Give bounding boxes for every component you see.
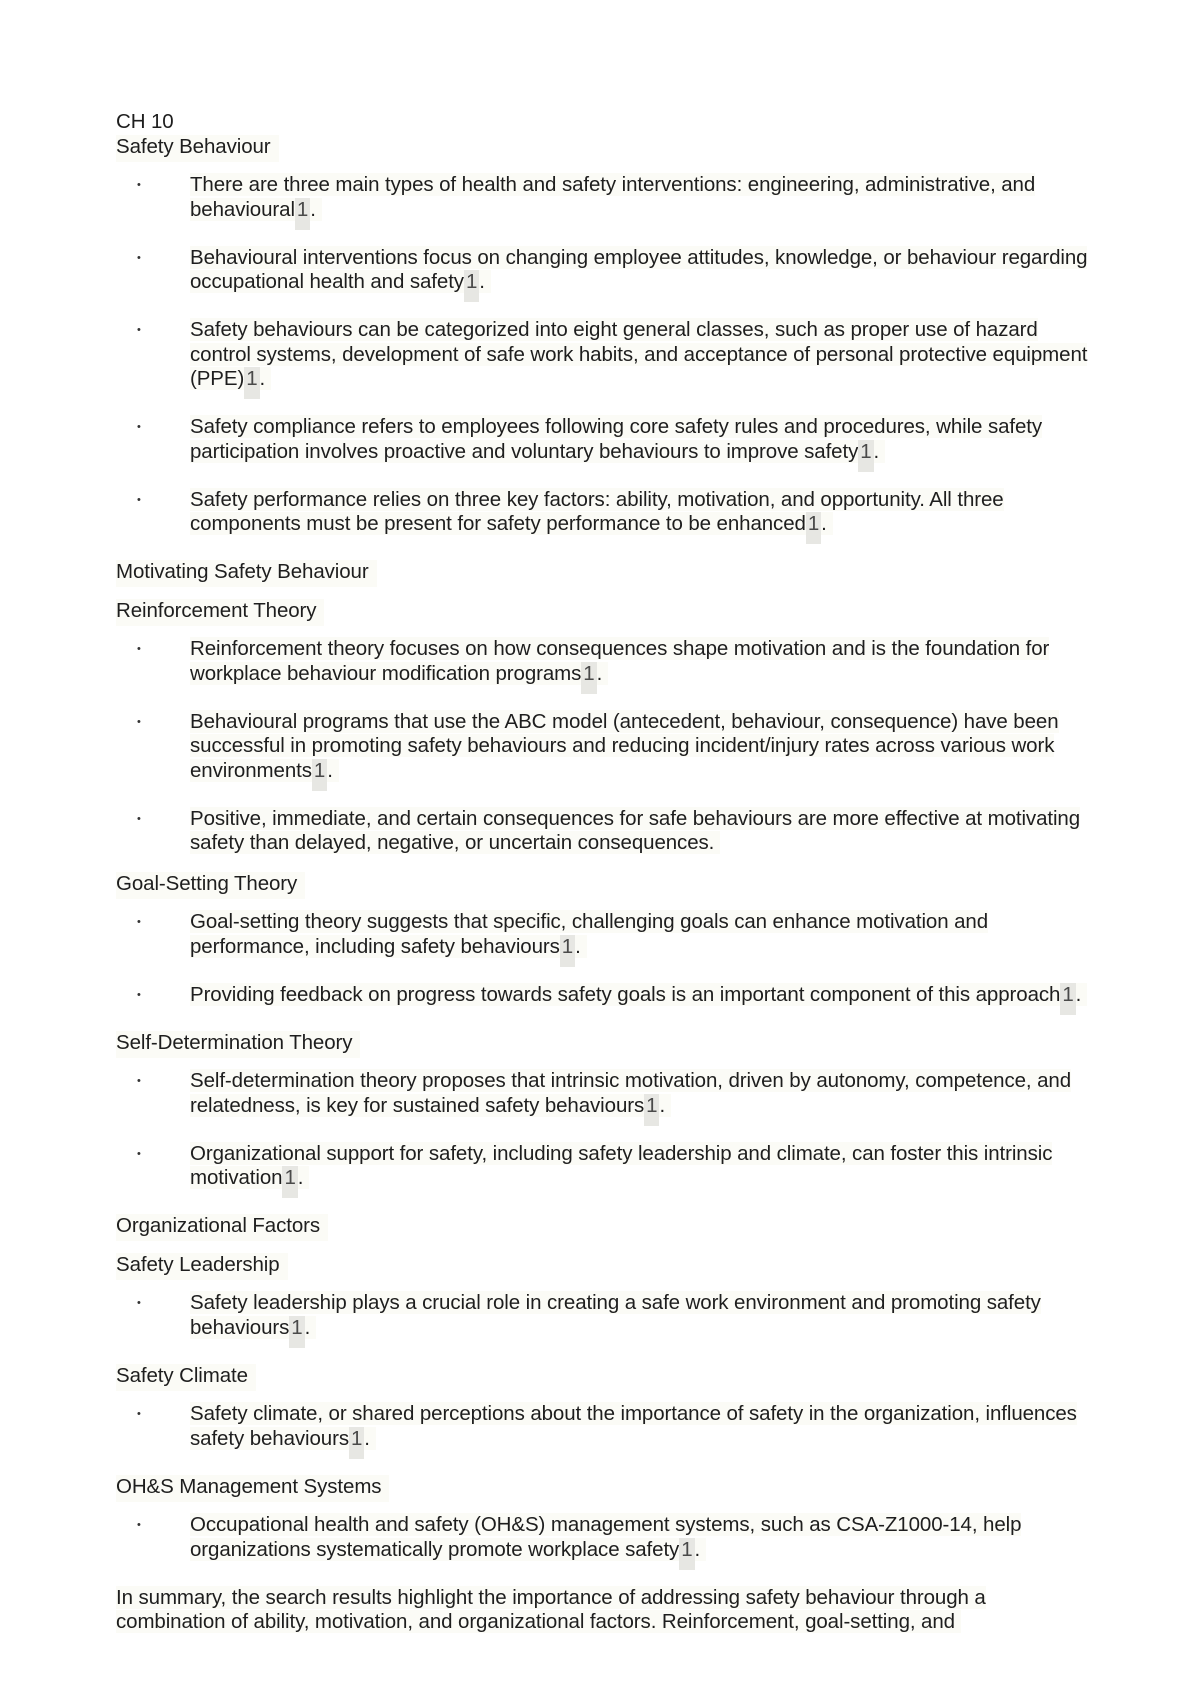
bullet-list xyxy=(116,1069,1100,1198)
citation-marker[interactable]: 1 xyxy=(349,1427,364,1459)
sentence-period: . xyxy=(304,1315,311,1339)
document-title: CH 10 xyxy=(116,110,174,133)
bullet-icon: • xyxy=(137,812,141,825)
bullet-icon: • xyxy=(137,916,141,928)
citation-marker[interactable]: 1 xyxy=(560,935,575,967)
bullet-icon: • xyxy=(137,179,141,191)
bullet-body xyxy=(190,983,1087,1006)
sentence-period: . xyxy=(694,1537,701,1561)
citation-marker[interactable]: 1 xyxy=(679,1538,694,1570)
list-item xyxy=(116,1291,1100,1348)
citation-marker[interactable]: 1 xyxy=(806,512,821,544)
list-item xyxy=(116,983,1100,1015)
bullet-body xyxy=(190,910,988,958)
bullet-text: Reinforcement theory focuses on how consequences shape motivation and is the foundation for workplace behaviour modification programs xyxy=(190,637,1050,685)
bullet-icon: • xyxy=(137,324,141,336)
bullet-list xyxy=(116,1402,1100,1459)
bullet-list xyxy=(116,1513,1100,1570)
bullet-icon: • xyxy=(137,1147,141,1160)
list-item xyxy=(116,488,1100,545)
section-heading xyxy=(116,1253,1100,1278)
section-heading-text: Safety Behaviour xyxy=(116,135,279,162)
section-heading xyxy=(116,1214,1100,1239)
sentence-period: . xyxy=(708,831,715,854)
section-heading-text: Organizational Factors xyxy=(116,1214,328,1241)
bullet-text: Safety performance relies on three key factors: ability, motivation, and opportunity. All three components must be present for safety performance to be enhanced xyxy=(190,487,1004,535)
bullet-body xyxy=(190,1291,1041,1339)
bullet-text: Goal-setting theory suggests that specific, challenging goals can enhance motivation and performance, including safety behaviours xyxy=(190,910,989,958)
sentence-period: . xyxy=(575,934,581,958)
section-heading-text: Self-Determination Theory xyxy=(116,1031,360,1058)
citation-marker[interactable]: 1 xyxy=(464,270,479,302)
bullet-text: Self-determination theory proposes that intrinsic motivation, driven by autonomy, competence, and relatedness, is key for sustained safety behaviours xyxy=(190,1069,1071,1117)
bullet-body xyxy=(190,1142,1052,1190)
bullet-icon: • xyxy=(137,251,141,264)
bullet-body xyxy=(190,1513,1021,1561)
list-item xyxy=(116,1513,1100,1570)
summary-text: In summary, the search results highlight the importance of addressing safety behaviour through a combination of ability, motivation, and organizational factors. Reinforcement, goal-setting, and xyxy=(116,1585,986,1633)
section-heading xyxy=(116,135,1100,160)
sentence-period: . xyxy=(297,1166,304,1189)
bullet-body xyxy=(190,173,1035,221)
citation-marker[interactable]: 1 xyxy=(1060,983,1075,1015)
bullet-text: Behavioural programs that use the ABC model (antecedent, behaviour, consequence) have been successful in promoting safety behaviours and reducing incident/injury rates across various work environments xyxy=(190,709,1059,782)
citation-marker[interactable]: 1 xyxy=(312,759,327,791)
citation-marker[interactable]: 1 xyxy=(581,662,596,694)
bullet-icon: • xyxy=(137,1075,141,1087)
bullet-icon: • xyxy=(137,493,141,506)
list-item xyxy=(116,173,1100,230)
list-item xyxy=(116,1402,1100,1459)
bullet-icon: • xyxy=(137,715,141,728)
bullet-text: Providing feedback on progress towards safety goals is an important component of this approach xyxy=(190,982,1061,1006)
sentence-period: . xyxy=(596,661,603,685)
section-heading-text: OH&S Management Systems xyxy=(116,1475,389,1502)
bullet-body xyxy=(190,1069,1071,1117)
bullet-text: Positive, immediate, and certain consequences for safe behaviours are more effective at motivating safety than delayed, negative, or uncertain consequences xyxy=(190,806,1081,854)
bullet-body xyxy=(190,710,1059,782)
bullet-text: Behavioural interventions focus on changing employee attitudes, knowledge, or behaviour regarding occupational health and safety xyxy=(190,245,1088,293)
sentence-period: . xyxy=(659,1093,666,1117)
citation-marker[interactable]: 1 xyxy=(644,1094,659,1126)
list-item xyxy=(116,1142,1100,1199)
sentence-period: . xyxy=(364,1426,370,1450)
sentence-period: . xyxy=(821,512,827,535)
bullet-body xyxy=(190,1402,1077,1450)
bullet-body xyxy=(190,488,1004,536)
bullet-text: Safety behaviours can be categorized into eight general classes, such as proper use of hazard control systems, development of safe work habits, and acceptance of personal protective equipment (PPE) xyxy=(190,318,1088,390)
sentence-period: . xyxy=(327,758,333,782)
section-heading xyxy=(116,1031,1100,1056)
bullet-icon: • xyxy=(137,643,141,655)
bullet-list xyxy=(116,910,1100,1015)
bullet-body xyxy=(190,318,1087,390)
sections-container xyxy=(116,135,1100,1570)
bullet-icon: • xyxy=(137,1408,141,1420)
citation-marker[interactable]: 1 xyxy=(295,198,310,230)
sentence-period: . xyxy=(479,270,485,293)
bullet-list xyxy=(116,637,1100,856)
citation-marker[interactable]: 1 xyxy=(244,367,259,399)
section-heading xyxy=(116,1475,1100,1500)
list-item xyxy=(116,318,1100,399)
section-heading-text: Goal-Setting Theory xyxy=(116,872,305,899)
bullet-body xyxy=(190,415,1042,463)
sentence-period: . xyxy=(1075,982,1082,1006)
sentence-period: . xyxy=(259,367,266,390)
sentence-period: . xyxy=(310,197,316,221)
citation-marker[interactable]: 1 xyxy=(282,1166,297,1198)
bullet-body xyxy=(190,246,1087,294)
citation-marker[interactable]: 1 xyxy=(289,1316,304,1348)
bullet-body xyxy=(190,807,1080,855)
bullet-list xyxy=(116,1291,1100,1348)
section-heading xyxy=(116,599,1100,624)
list-item xyxy=(116,415,1100,472)
section-heading-text: Safety Climate xyxy=(116,1364,256,1391)
section-heading-text: Reinforcement Theory xyxy=(116,599,324,626)
citation-marker[interactable]: 1 xyxy=(858,440,873,472)
bullet-text: Organizational support for safety, including safety leadership and climate, can foster this intrinsic motivation xyxy=(190,1141,1053,1189)
list-item xyxy=(116,637,1100,694)
section-heading-text: Motivating Safety Behaviour xyxy=(116,560,377,587)
bullet-icon: • xyxy=(137,421,141,433)
bullet-text: Safety leadership plays a crucial role in creating a safe work environment and promoting safety behaviours xyxy=(190,1291,1041,1339)
bullet-text: Safety climate, or shared perceptions about the importance of safety in the organization, influences safety behaviours xyxy=(190,1402,1077,1450)
section-heading-text: Safety Leadership xyxy=(116,1253,288,1280)
list-item xyxy=(116,1069,1100,1126)
list-item xyxy=(116,807,1100,856)
bullet-text: There are three main types of health and safety interventions: engineering, administrative, and behavioural xyxy=(190,173,1036,221)
bullet-body xyxy=(190,637,1049,685)
section-heading xyxy=(116,872,1100,897)
bullet-icon: • xyxy=(137,1297,141,1309)
list-item xyxy=(116,910,1100,967)
bullet-list xyxy=(116,173,1100,544)
bullet-text: Occupational health and safety (OH&S) management systems, such as CSA-Z1000-14, help organizations systematically promote workplace safety xyxy=(190,1513,1022,1561)
bullet-icon: • xyxy=(137,988,141,1001)
section-heading xyxy=(116,1364,1100,1389)
summary-paragraph xyxy=(116,1586,1100,1635)
section-heading xyxy=(116,560,1100,585)
bullet-icon: • xyxy=(137,1519,141,1531)
bullet-text: Safety compliance refers to employees following core safety rules and procedures, while safety participation involves proactive and voluntary behaviours to improve safety xyxy=(190,415,1043,463)
list-item xyxy=(116,710,1100,791)
list-item xyxy=(116,246,1100,303)
sentence-period: . xyxy=(873,439,880,463)
